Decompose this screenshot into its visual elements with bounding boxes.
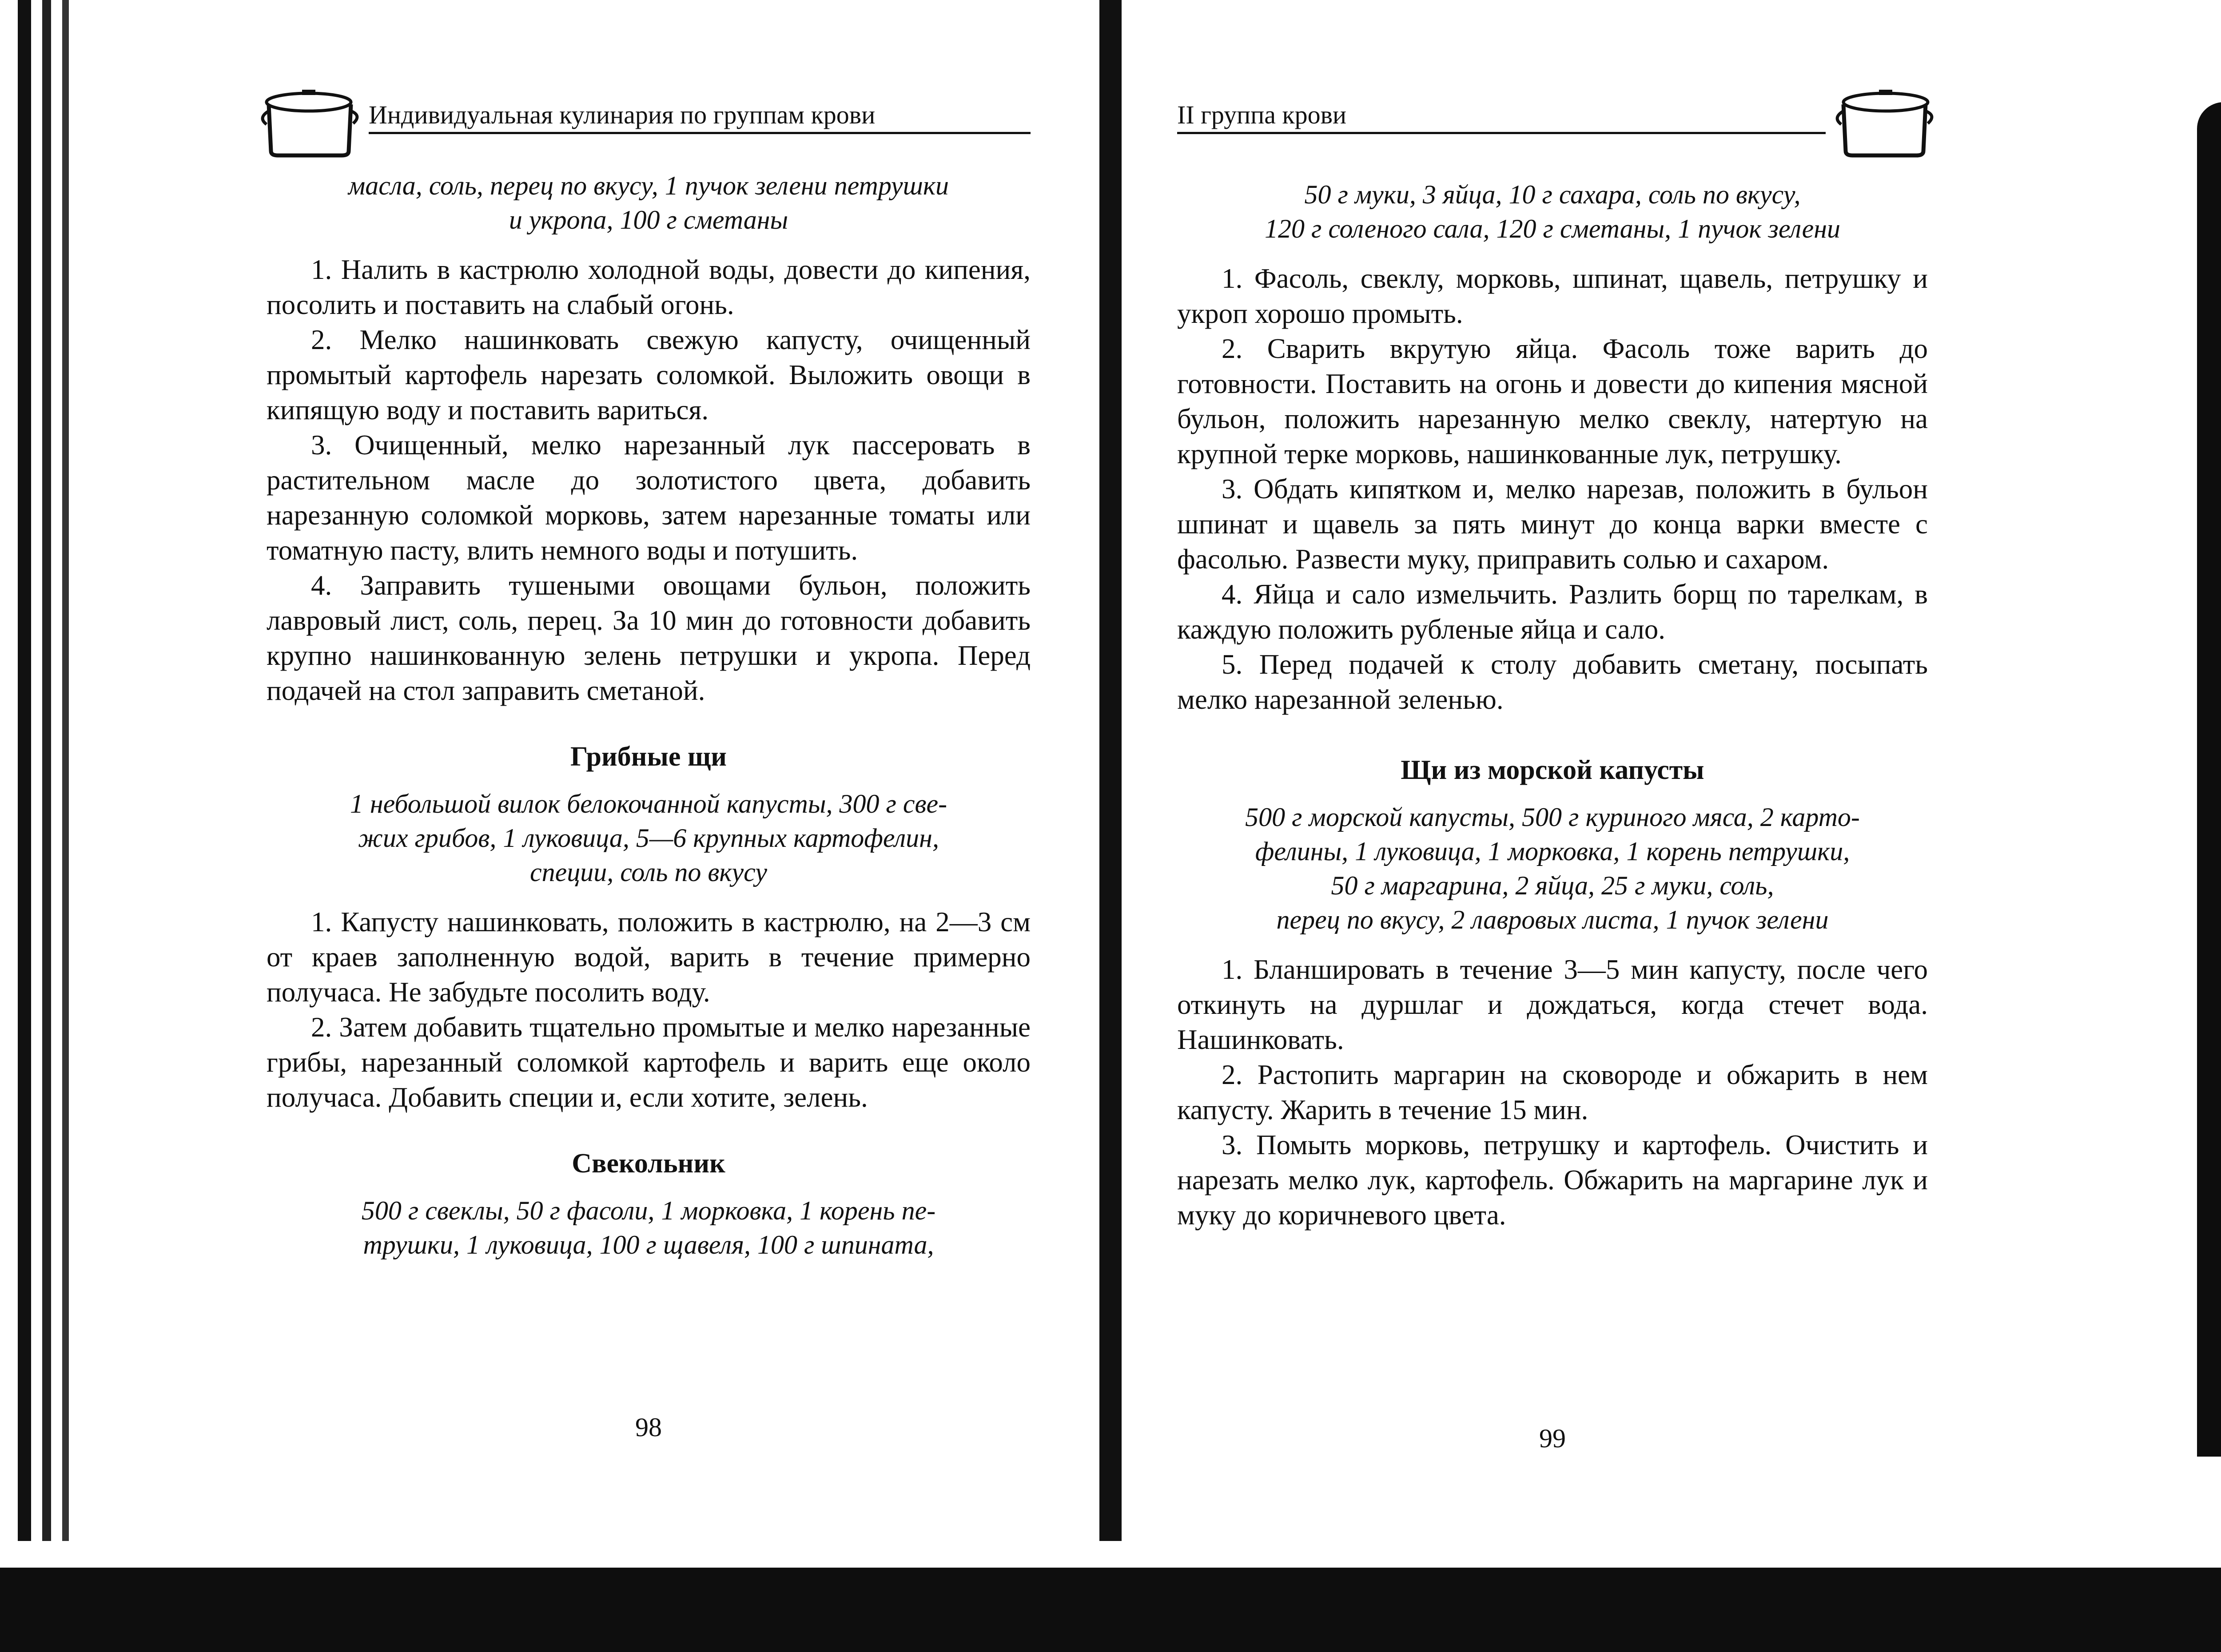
saucepan-icon bbox=[258, 84, 364, 160]
recipe-step: 2. Мелко нашинковать свежую капусту, очищенный промытый картофель нарезать соломкой. Выложить овощи в кипящую воду и поставить вариться. bbox=[267, 324, 1031, 425]
left-page-body bbox=[267, 169, 1031, 1262]
book-spine-shadow bbox=[1091, 0, 1130, 1652]
recipe-step: 5. Перед подачей к столу добавить сметану, посыпать мелко нарезанной зеленью. bbox=[1177, 649, 1928, 715]
recipe-step: 2. Затем добавить тщательно промытые и мелко нарезанные грибы, нарезанный соломкой картофель и варить еще около получаса. Добавить специи и, если хотите, зелень. bbox=[267, 1012, 1031, 1113]
running-header-title: II группа крови bbox=[1177, 100, 1347, 129]
recipe-step: 3. Обдать кипятком и, мелко нарезав, положить в бульон шпинат и щавель за пять минут до конца варки вместе с фасолью. Развести муку, приправить солью и сахаром. bbox=[1177, 473, 1928, 575]
scan-edge-left bbox=[0, 0, 89, 1652]
ingredients-line: перец по вкусу, 2 лавровых листа, 1 пучок зелени bbox=[1276, 905, 1829, 934]
saucepan-icon bbox=[1830, 84, 1937, 160]
header-rule bbox=[369, 132, 1031, 134]
running-header-title: Индивидуальная кулинария по группам крови bbox=[369, 100, 876, 129]
left-page-header bbox=[267, 93, 1031, 138]
recipe-step: 1. Бланшировать в течение 3—5 мин капусту, после чего откинуть на дуршлаг и дождаться, когда стечет вода. Нашинковать. bbox=[1177, 954, 1928, 1055]
recipe-step: 1. Капусту нашинковать, положить в кастрюлю, на 2—3 см от краев заполненную водой, варить в течение примерно получаса. Не забудьте посолить воду. bbox=[267, 906, 1031, 1008]
right-page-body bbox=[1177, 178, 1928, 1233]
recipe-step: 2. Сварить вкрутую яйца. Фасоль тоже варить до готовности. Поставить на огонь и довести до кипения мясной бульон, положить нарезанную мелко свеклу, натертую на крупной терке морковь, нашинкованные лук, петрушку. bbox=[1177, 333, 1928, 469]
ingredients-line: 50 г маргарина, 2 яйца, 25 г муки, соль, bbox=[1331, 871, 1774, 900]
ingredients-line: и укропа, 100 г сметаны bbox=[509, 205, 788, 234]
ingredients-line: фелины, 1 луковица, 1 морковка, 1 корень петрушки, bbox=[1255, 837, 1850, 866]
ingredients-line: 1 небольшой вилок белокочанной капусты, 300 г све- bbox=[350, 789, 947, 818]
recipe-step: 3. Очищенный, мелко нарезанный лук пассеровать в растительном масле до золотистого цвета, добавить нарезанную соломкой морковь, затем нарезанные томаты или томатную пасту, влить немного воды и потушить. bbox=[267, 429, 1031, 566]
recipe-step: 1. Налить в кастрюлю холодной воды, довести до кипения, посолить и поставить на слабый огонь. bbox=[267, 254, 1031, 320]
header-rule bbox=[1177, 132, 1826, 134]
right-page-header bbox=[1177, 93, 1928, 138]
ingredients-line: специи, соль по вкусу bbox=[530, 858, 767, 887]
recipe-title: Щи из морской капусты bbox=[1401, 755, 1704, 785]
ingredients-line: 50 г муки, 3 яйца, 10 г сахара, соль по вкусу, bbox=[1304, 180, 1801, 209]
ingredients-line: 500 г свеклы, 50 г фасоли, 1 морковка, 1 корень пе- bbox=[361, 1196, 936, 1225]
recipe-step: 2. Растопить маргарин на сковороде и обжарить в нем капусту. Жарить в течение 15 мин. bbox=[1177, 1059, 1928, 1125]
scan-edge-right bbox=[2197, 102, 2221, 1457]
ingredients-line: масла, соль, перец по вкусу, 1 пучок зелени петрушки bbox=[348, 171, 949, 200]
page-number: 98 bbox=[635, 1413, 662, 1442]
ingredients-line: трушки, 1 луковица, 100 г щавеля, 100 г шпината, bbox=[363, 1230, 934, 1259]
ingredients-line: жих грибов, 1 луковица, 5—6 крупных картофелин, bbox=[358, 823, 939, 853]
recipe-title: Грибные щи bbox=[570, 742, 727, 772]
scan-edge-bottom bbox=[0, 1541, 2221, 1652]
recipe-title: Свекольник bbox=[572, 1148, 725, 1179]
recipe-step: 4. Заправить тушеными овощами бульон, положить лавровый лист, соль, перец. За 10 мин до готовности добавить крупно нашинкованную зелень петрушки и укропа. Перед подачей на стол заправить сметаной. bbox=[267, 570, 1031, 706]
recipe-step: 4. Яйца и сало измельчить. Разлить борщ по тарелкам, в каждую положить рубленые яйца и сало. bbox=[1177, 579, 1928, 645]
recipe-step: 3. Помыть морковь, петрушку и картофель. Очистить и нарезать мелко лук, картофель. Обжарить на маргарине лук и муку до коричневого цвета. bbox=[1177, 1129, 1928, 1231]
ingredients-line: 500 г морской капусты, 500 г куриного мяса, 2 карто- bbox=[1245, 802, 1860, 832]
recipe-step: 1. Фасоль, свеклу, морковь, шпинат, щавель, петрушку и укроп хорошо промыть. bbox=[1177, 263, 1928, 329]
page-number: 99 bbox=[1539, 1424, 1566, 1453]
ingredients-line: 120 г соленого сала, 120 г сметаны, 1 пучок зелени bbox=[1264, 214, 1841, 243]
